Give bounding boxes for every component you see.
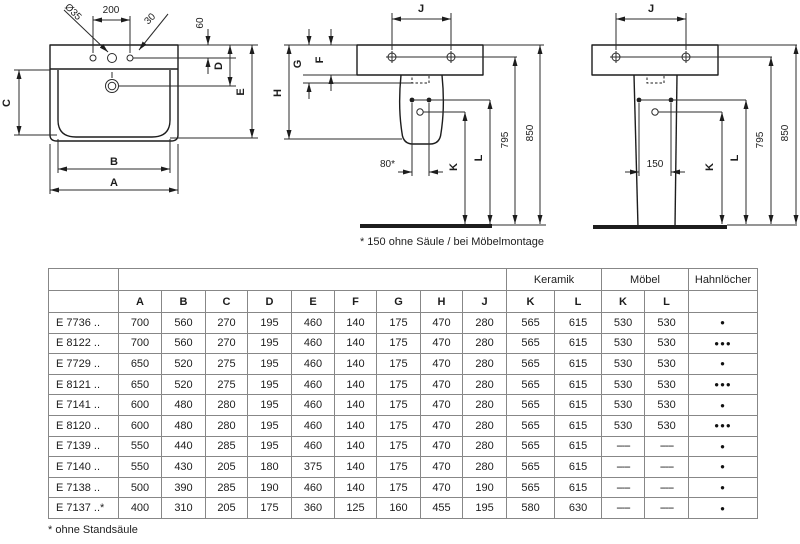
value-cell: 175 xyxy=(377,313,421,334)
column-header-f-5: F xyxy=(335,291,377,313)
value-cell: 140 xyxy=(335,333,377,354)
value-cell: 390 xyxy=(162,477,206,498)
pedestal-right-edge xyxy=(675,75,677,227)
dim-label-j2: J xyxy=(647,3,655,15)
dim-label-150: 150 xyxy=(646,159,664,170)
table-row xyxy=(49,415,758,436)
holes-cell: ● xyxy=(689,313,758,334)
dim-label-60: 60 xyxy=(195,17,206,29)
drain-point-2 xyxy=(652,109,658,115)
value-cell: ----- xyxy=(602,436,645,457)
value-cell: 280 xyxy=(463,313,507,334)
column-header-c-2: C xyxy=(206,291,248,313)
dim-label-k2: K xyxy=(704,163,716,171)
tap-hole-center xyxy=(108,54,117,63)
front-view-drawing xyxy=(1,2,258,194)
value-cell: 205 xyxy=(206,498,248,519)
column-header-b-1: B xyxy=(162,291,206,313)
column-header-a-0: A xyxy=(119,291,162,313)
value-cell: 480 xyxy=(162,415,206,436)
dim-label-c: C xyxy=(1,99,13,107)
value-cell: 565 xyxy=(507,374,555,395)
value-cell: 530 xyxy=(602,354,645,375)
value-cell: 600 xyxy=(119,415,162,436)
value-cell: 140 xyxy=(335,477,377,498)
dim-label-j: J xyxy=(417,3,425,15)
value-cell: 615 xyxy=(555,333,602,354)
value-cell: 140 xyxy=(335,415,377,436)
dim-label-f: F xyxy=(314,56,326,64)
value-cell: 285 xyxy=(206,477,248,498)
value-cell: 530 xyxy=(645,333,689,354)
value-cell: 530 xyxy=(645,395,689,416)
dim-label-795-2: 795 xyxy=(755,131,766,149)
value-cell: 440 xyxy=(162,436,206,457)
value-cell: 500 xyxy=(119,477,162,498)
value-cell: 470 xyxy=(421,333,463,354)
value-cell: 530 xyxy=(602,374,645,395)
column-header-g-6: G xyxy=(377,291,421,313)
value-cell: 470 xyxy=(421,477,463,498)
value-cell: 565 xyxy=(507,436,555,457)
column-header-l-10: L xyxy=(555,291,602,313)
value-cell: 175 xyxy=(377,354,421,375)
pedestal-left-edge xyxy=(634,75,638,227)
table-row xyxy=(49,313,758,334)
dim-label-diameter: Ø35 xyxy=(62,1,84,23)
column-header-k-9: K xyxy=(507,291,555,313)
pedestal-view-drawing xyxy=(592,3,797,227)
value-cell: 430 xyxy=(162,457,206,478)
holes-cell: ● xyxy=(689,498,758,519)
table-row xyxy=(49,436,758,457)
value-cell: 615 xyxy=(555,415,602,436)
value-cell: 565 xyxy=(507,477,555,498)
mounting-note: * 150 ohne Säule / bei Möbelmontage xyxy=(359,236,545,248)
value-cell: 460 xyxy=(292,354,335,375)
value-cell: 460 xyxy=(292,333,335,354)
value-cell: 470 xyxy=(421,415,463,436)
holes-cell: ● xyxy=(689,436,758,457)
value-cell: 630 xyxy=(555,498,602,519)
value-cell: 615 xyxy=(555,313,602,334)
dim-label-795: 795 xyxy=(500,131,511,149)
value-cell: 270 xyxy=(206,333,248,354)
value-cell: 195 xyxy=(248,354,292,375)
value-cell: 195 xyxy=(248,415,292,436)
value-cell: 460 xyxy=(292,477,335,498)
model-cell: E 7140 .. xyxy=(49,457,119,478)
value-cell: 650 xyxy=(119,354,162,375)
value-cell: 460 xyxy=(292,415,335,436)
value-cell: 175 xyxy=(377,374,421,395)
dim-label-200: 200 xyxy=(102,5,120,16)
model-cell: E 8122 .. xyxy=(49,333,119,354)
value-cell: 530 xyxy=(602,415,645,436)
value-cell: 140 xyxy=(335,374,377,395)
value-cell: 530 xyxy=(645,354,689,375)
model-cell: E 7729 .. xyxy=(49,354,119,375)
dim-label-80: 80* xyxy=(379,159,395,170)
value-cell: 700 xyxy=(119,333,162,354)
value-cell: 280 xyxy=(463,354,507,375)
group-header-hahnloecher: Hahnlöcher xyxy=(689,269,758,291)
hidden-fixing-box xyxy=(412,75,429,83)
table-row xyxy=(49,395,758,416)
value-cell: 175 xyxy=(248,498,292,519)
hahnloecher-subheader-empty xyxy=(689,291,758,313)
value-cell: 530 xyxy=(602,395,645,416)
spec-table xyxy=(48,268,758,519)
value-cell: 175 xyxy=(377,395,421,416)
value-cell: 580 xyxy=(507,498,555,519)
value-cell: 470 xyxy=(421,457,463,478)
model-subheader-empty xyxy=(49,291,119,313)
dim-label-30: 30 xyxy=(142,11,159,28)
value-cell: 275 xyxy=(206,374,248,395)
drain-point xyxy=(417,109,423,115)
value-cell: 470 xyxy=(421,354,463,375)
value-cell: 520 xyxy=(162,354,206,375)
dim-label-850: 850 xyxy=(525,124,536,142)
holes-cell: ● xyxy=(689,354,758,375)
value-cell: 310 xyxy=(162,498,206,519)
value-cell: 195 xyxy=(248,374,292,395)
value-cell: 280 xyxy=(463,436,507,457)
value-cell: 285 xyxy=(206,436,248,457)
value-cell: 160 xyxy=(377,498,421,519)
value-cell: 460 xyxy=(292,395,335,416)
holes-cell: ● xyxy=(689,395,758,416)
value-cell: 175 xyxy=(377,436,421,457)
value-cell: 530 xyxy=(602,333,645,354)
dim-label-b: B xyxy=(110,156,118,168)
value-cell: 520 xyxy=(162,374,206,395)
value-cell: 480 xyxy=(162,395,206,416)
column-header-h-7: H xyxy=(421,291,463,313)
value-cell: 140 xyxy=(335,354,377,375)
basin-side-outline-2 xyxy=(592,45,718,75)
model-cell: E 8121 .. xyxy=(49,374,119,395)
holes-cell: ● xyxy=(689,457,758,478)
value-cell: 470 xyxy=(421,436,463,457)
dim-label-d: D xyxy=(213,62,225,70)
table-row xyxy=(49,354,758,375)
value-cell: 195 xyxy=(248,313,292,334)
value-cell: 530 xyxy=(645,313,689,334)
value-cell: 700 xyxy=(119,313,162,334)
value-cell: 530 xyxy=(602,313,645,334)
table-row xyxy=(49,477,758,498)
value-cell: 615 xyxy=(555,395,602,416)
tap-hole-left xyxy=(90,55,96,61)
value-cell: 270 xyxy=(206,313,248,334)
value-cell: ----- xyxy=(645,477,689,498)
value-cell: 175 xyxy=(377,457,421,478)
value-cell: 565 xyxy=(507,415,555,436)
value-cell: 565 xyxy=(507,395,555,416)
value-cell: 175 xyxy=(377,477,421,498)
column-header-d-3: D xyxy=(248,291,292,313)
value-cell: 205 xyxy=(206,457,248,478)
value-cell: 175 xyxy=(377,415,421,436)
drawings-svg xyxy=(0,0,800,262)
value-cell: 140 xyxy=(335,436,377,457)
model-cell: E 7138 .. xyxy=(49,477,119,498)
technical-drawings xyxy=(0,0,800,267)
value-cell: 560 xyxy=(162,313,206,334)
value-cell: 140 xyxy=(335,395,377,416)
table-row xyxy=(49,333,758,354)
group-header-row xyxy=(49,269,758,291)
value-cell: 455 xyxy=(421,498,463,519)
dim-label-k: K xyxy=(448,163,460,171)
value-cell: 565 xyxy=(507,333,555,354)
value-cell: 650 xyxy=(119,374,162,395)
column-header-l-12: L xyxy=(645,291,689,313)
spec-table-body xyxy=(49,313,758,519)
value-cell: 195 xyxy=(248,436,292,457)
value-cell: 470 xyxy=(421,374,463,395)
value-cell: 565 xyxy=(507,354,555,375)
column-header-e-4: E xyxy=(292,291,335,313)
value-cell: ----- xyxy=(602,477,645,498)
value-cell: 190 xyxy=(463,477,507,498)
tap-hole-right xyxy=(127,55,133,61)
value-cell: ----- xyxy=(602,498,645,519)
value-cell: ----- xyxy=(602,457,645,478)
holes-cell: ●●● xyxy=(689,415,758,436)
value-cell: 530 xyxy=(645,374,689,395)
value-cell: 375 xyxy=(292,457,335,478)
value-cell: 550 xyxy=(119,457,162,478)
value-cell: 460 xyxy=(292,374,335,395)
model-cell: E 7736 .. xyxy=(49,313,119,334)
dim-label-h: H xyxy=(272,89,284,97)
value-cell: 615 xyxy=(555,354,602,375)
holes-cell: ●●● xyxy=(689,374,758,395)
value-cell: 400 xyxy=(119,498,162,519)
value-cell: 470 xyxy=(421,313,463,334)
group-header-keramik: Keramik xyxy=(507,269,602,291)
hidden-fixing-box-2 xyxy=(647,75,664,83)
model-cell: E 7139 .. xyxy=(49,436,119,457)
model-cell: E 8120 .. xyxy=(49,415,119,436)
table-row xyxy=(49,457,758,478)
group-header-moebel: Möbel xyxy=(602,269,689,291)
dim-label-l: L xyxy=(473,154,485,162)
value-cell: 460 xyxy=(292,313,335,334)
value-cell: ----- xyxy=(645,457,689,478)
model-cell: E 7141 .. xyxy=(49,395,119,416)
value-cell: 600 xyxy=(119,395,162,416)
value-cell: 550 xyxy=(119,436,162,457)
table-row xyxy=(49,374,758,395)
value-cell: 280 xyxy=(463,374,507,395)
value-cell: 560 xyxy=(162,333,206,354)
model-header-empty xyxy=(49,269,119,291)
value-cell: 530 xyxy=(645,415,689,436)
holes-cell: ● xyxy=(689,477,758,498)
value-cell: 280 xyxy=(463,457,507,478)
column-header-j-8: J xyxy=(463,291,507,313)
dim-label-l2: L xyxy=(729,154,741,162)
value-cell: 140 xyxy=(335,313,377,334)
dim-label-e: E xyxy=(235,88,247,96)
value-cell: 615 xyxy=(555,374,602,395)
dim-label-850-2: 850 xyxy=(780,124,791,142)
footnote: * ohne Standsäule xyxy=(48,524,138,536)
column-header-k-11: K xyxy=(602,291,645,313)
value-cell: 195 xyxy=(248,395,292,416)
value-cell: 360 xyxy=(292,498,335,519)
column-header-row xyxy=(49,291,758,313)
value-cell: 280 xyxy=(463,333,507,354)
value-cell: 460 xyxy=(292,436,335,457)
table-row xyxy=(49,498,758,519)
value-cell: ----- xyxy=(645,436,689,457)
value-cell: 175 xyxy=(377,333,421,354)
value-cell: 280 xyxy=(463,415,507,436)
value-cell: 140 xyxy=(335,457,377,478)
value-cell: 280 xyxy=(206,415,248,436)
value-cell: 195 xyxy=(463,498,507,519)
value-cell: 280 xyxy=(463,395,507,416)
value-cell: ----- xyxy=(645,498,689,519)
value-cell: 195 xyxy=(248,333,292,354)
overflow-hole-inner xyxy=(108,82,116,90)
value-cell: 470 xyxy=(421,395,463,416)
overflow-hole-outer xyxy=(106,80,119,93)
model-cell: E 7137 ..* xyxy=(49,498,119,519)
value-cell: 565 xyxy=(507,313,555,334)
dim-label-a: A xyxy=(110,177,118,189)
value-cell: 615 xyxy=(555,477,602,498)
value-cell: 280 xyxy=(206,395,248,416)
basin-outline xyxy=(50,45,178,141)
value-cell: 125 xyxy=(335,498,377,519)
basin-side-outline xyxy=(357,45,483,75)
value-cell: 615 xyxy=(555,436,602,457)
value-cell: 615 xyxy=(555,457,602,478)
dim-label-g: G xyxy=(292,59,304,69)
holes-cell: ●●● xyxy=(689,333,758,354)
value-cell: 275 xyxy=(206,354,248,375)
value-cell: 565 xyxy=(507,457,555,478)
value-cell: 180 xyxy=(248,457,292,478)
dims-span-empty xyxy=(119,269,507,291)
value-cell: 190 xyxy=(248,477,292,498)
side-view-drawing xyxy=(272,3,546,248)
